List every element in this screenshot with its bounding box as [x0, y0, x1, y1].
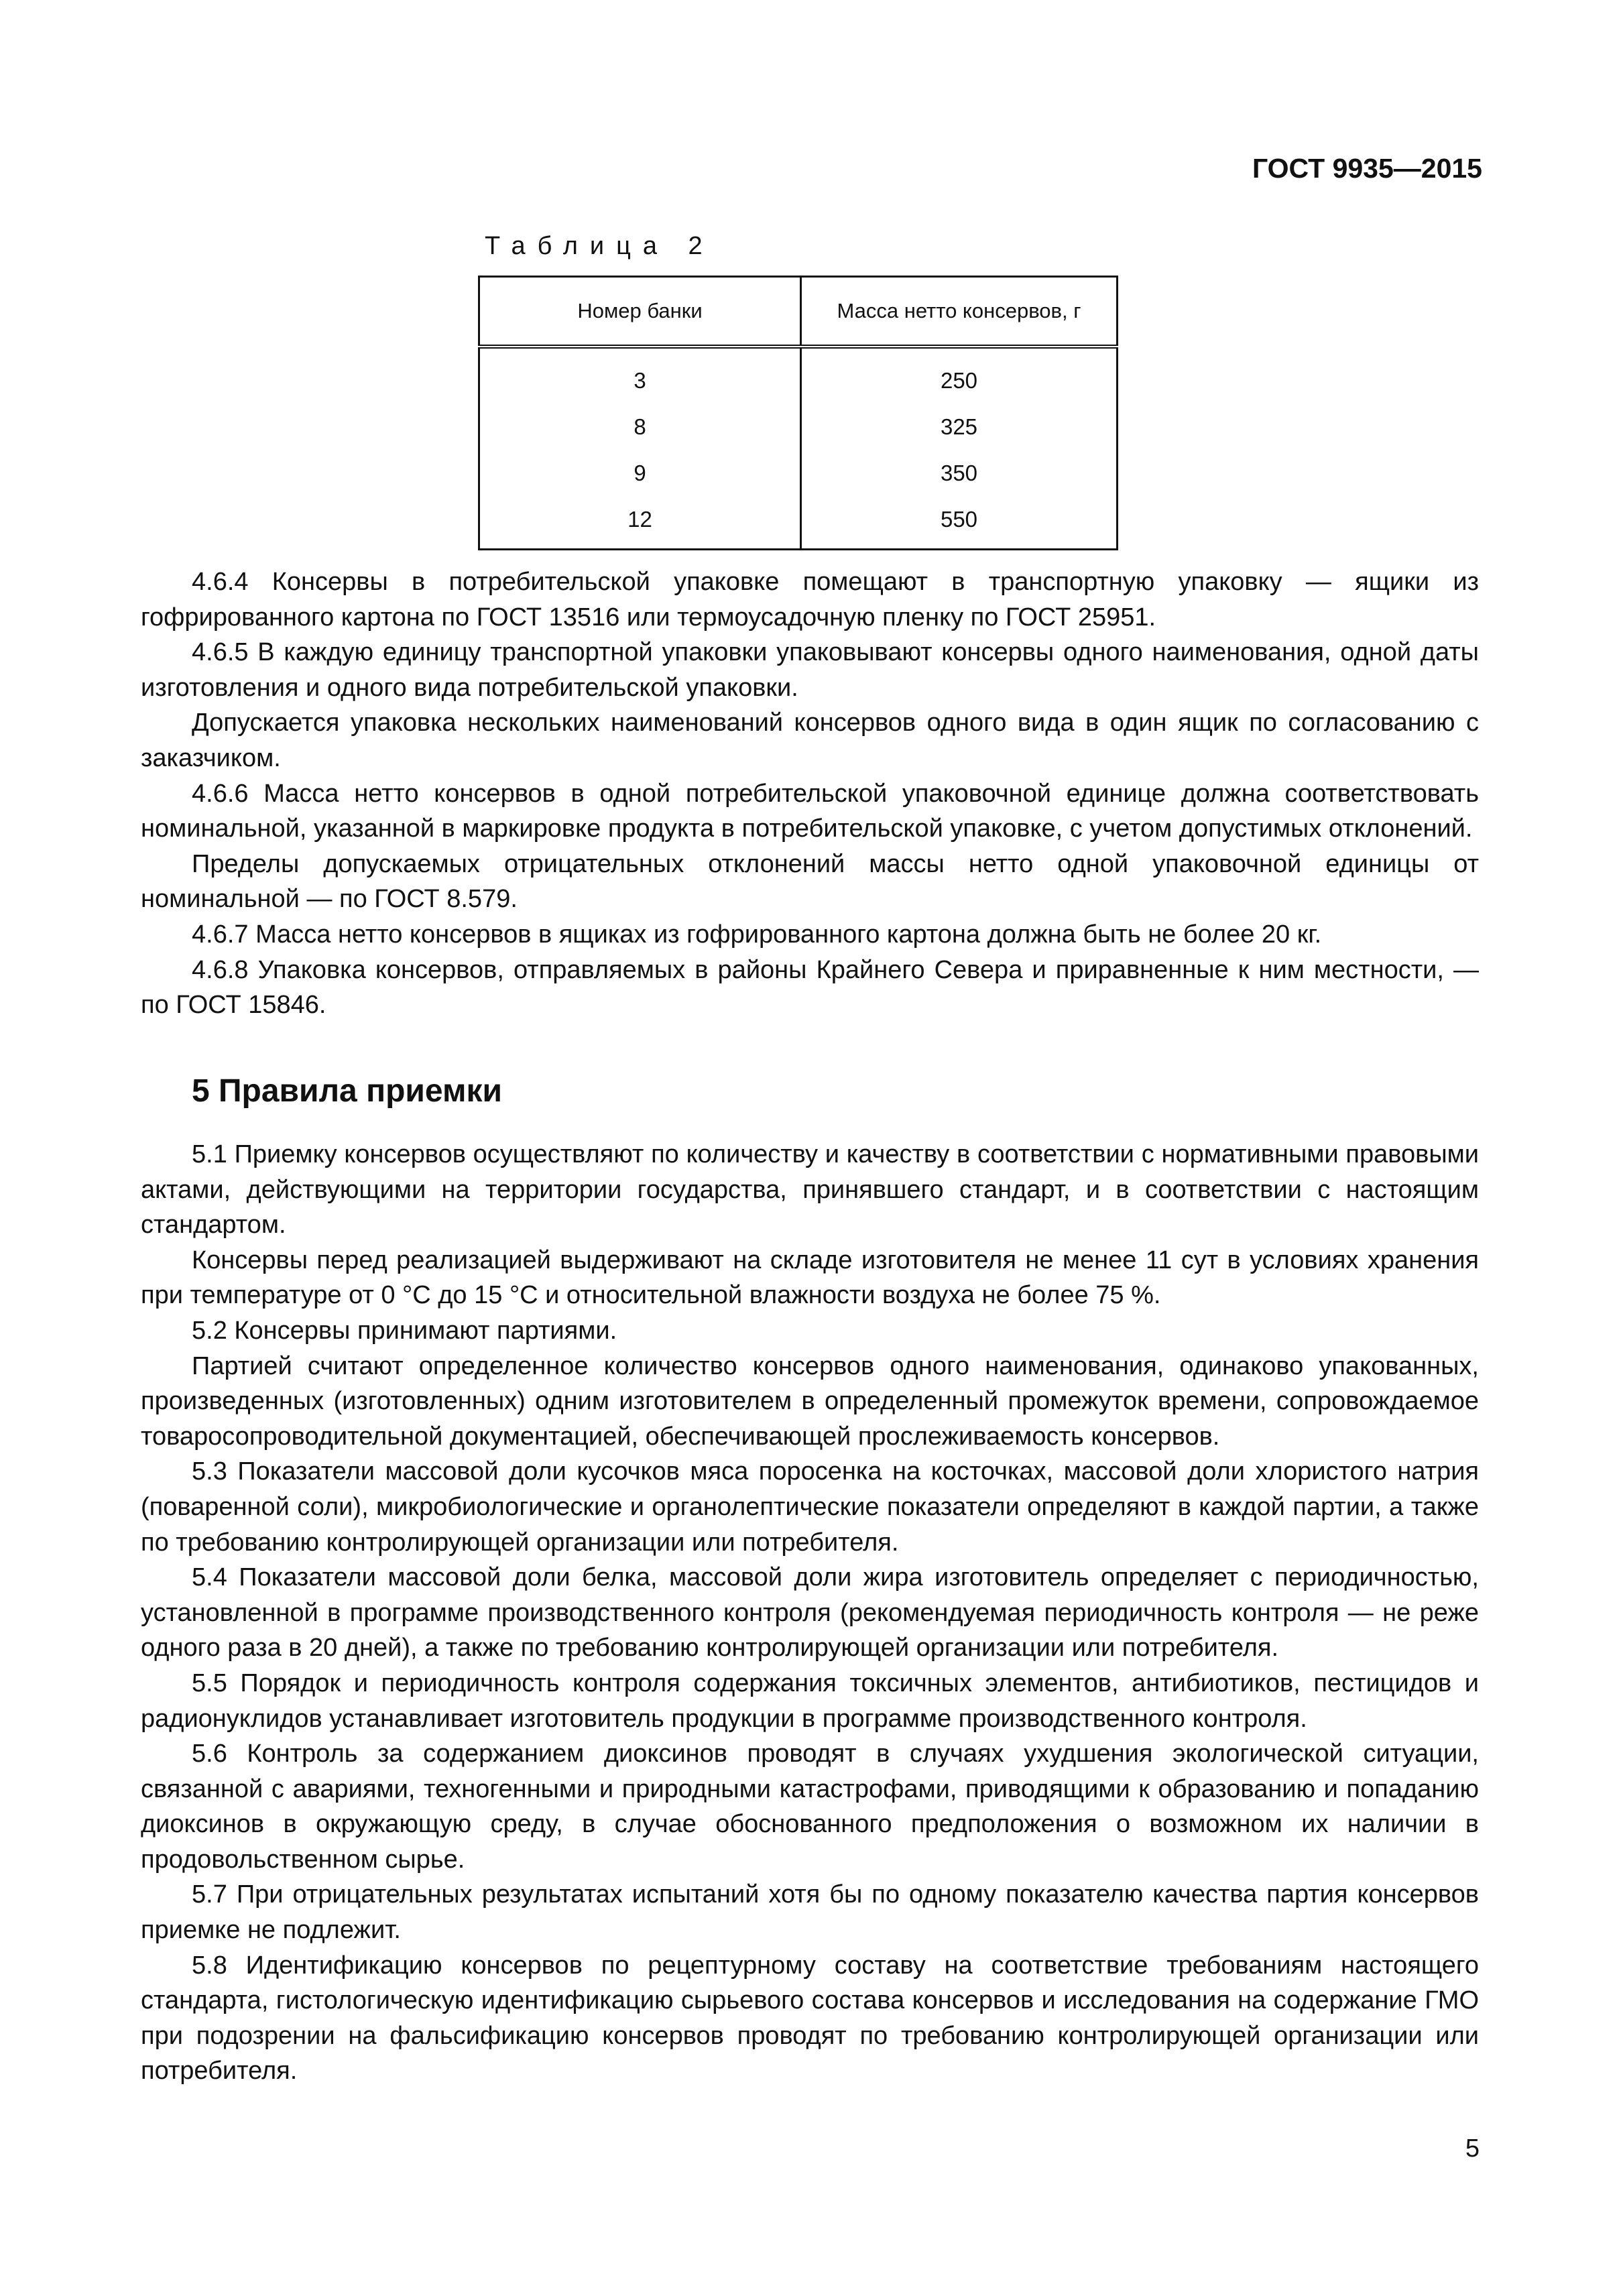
table-row: [479, 450, 1118, 496]
table-header-row: [479, 277, 1118, 347]
table-cell: 9: [479, 450, 801, 496]
paragraph: 5.1 Приемку консервов осуществляют по количеству и качеству в соответствии с нормативными правовыми актами, действующими на территории государства, принявшего стандарт, и в соответствии с настоящим стандартом.: [141, 1140, 1479, 1240]
table-row: [479, 347, 1118, 404]
paragraph: 5.3 Показатели массовой доли кусочков мяса поросенка на косточках, массовой доли хлористого натрия (поваренной соли), микробиологические и органолептические показатели определяют в каждой партии, а также по требованию контролирующей организации или потребителя.: [141, 1457, 1479, 1557]
paragraph: 5.7 При отрицательных результатах испытаний хотя бы по одному показателю качества партия консервов приемке не подлежит.: [141, 1880, 1479, 1945]
paragraph: 5.6 Контроль за содержанием диоксинов проводят в случаях ухудшения экологической ситуации, связанной с авариями, техногенными и природными катастрофами, приводящими к образованию и попаданию диоксинов в окружающую среду, в случае обоснованного предположения о возможном их наличии в продовольственном сырье.: [141, 1740, 1479, 1874]
table-cell: 12: [479, 496, 801, 550]
table-header-cell: Масса нетто консервов, г: [801, 277, 1118, 347]
paragraph: Пределы допускаемых отрицательных отклонений массы нетто одной упаковочной единицы от номинальной — по ГОСТ 8.579.: [141, 849, 1479, 914]
table-cell: 350: [801, 450, 1118, 496]
table-cell: 325: [801, 404, 1118, 450]
table-caption: Таблица 2: [485, 232, 715, 260]
section-heading: 5 Правила приемки: [192, 1073, 503, 1109]
paragraph: 4.6.7 Масса нетто консервов в ящиках из гофрированного картона должна быть не более 20 кг.: [192, 920, 1322, 949]
table-row: [479, 404, 1118, 450]
table-row: [479, 496, 1118, 550]
table-cell: 550: [801, 496, 1118, 550]
packaging-clauses: [141, 564, 1479, 1023]
paragraph: 5.4 Показатели массовой доли белка, массовой доли жира изготовитель определяет с периодичностью, установленной в программе производственного контроля (рекомендуемая периодичность контроля — не реже одного раза в 20 дней), а также по требованию контролирующей организации или потребителя.: [141, 1563, 1479, 1663]
paragraph: Допускается упаковка нескольких наименований консервов одного вида в один ящик по согласованию с заказчиком.: [141, 709, 1479, 772]
can-weight-table: [478, 276, 1118, 550]
paragraph: 4.6.4 Консервы в потребительской упаковке помещают в транспортную упаковку — ящики из гофрированного картона по ГОСТ 13516 или термоусадочную пленку по ГОСТ 25951.: [141, 568, 1479, 631]
paragraph: 4.6.8 Упаковка консервов, отправляемых в районы Крайнего Севера и приравненные к ним местности, — по ГОСТ 15846.: [141, 955, 1479, 1020]
table-cell: 8: [479, 404, 801, 450]
acceptance-rules-clauses: [141, 1137, 1479, 2089]
paragraph: 5.5 Порядок и периодичность контроля содержания токсичных элементов, антибиотиков, пестицидов и радионуклидов устанавливает изготовитель продукции в программе производственного контроля.: [141, 1669, 1479, 1733]
table-cell: 3: [479, 347, 801, 404]
paragraph: Консервы перед реализацией выдерживают на складе изготовителя не менее 11 сут в условиях хранения при температуре от 0 °С до 15 °С и относительной влажности воздуха не более 75 %.: [141, 1246, 1479, 1310]
table-cell: 250: [801, 347, 1118, 404]
page-number: 5: [1465, 2134, 1480, 2163]
paragraph: 5.2 Консервы принимают партиями.: [192, 1316, 617, 1345]
paragraph: 4.6.5 В каждую единицу транспортной упаковки упаковывают консервы одного наименования, одной даты изготовления и одного вида потребительской упаковки.: [141, 638, 1479, 702]
document-code-header: ГОСТ 9935—2015: [1252, 153, 1482, 184]
paragraph: 4.6.6 Масса нетто консервов в одной потребительской упаковочной единице должна соответствовать номинальной, указанной в маркировке продукта в потребительской упаковке, с учетом допустимых отклонений.: [141, 779, 1479, 843]
table-header-cell: Номер банки: [479, 277, 801, 347]
paragraph: 5.8 Идентификацию консервов по рецептурному составу на соответствие требованиям настоящего стандарта, гистологическую идентификацию сырьевого состава консервов и исследования на содержание ГМО при подозрении на фальсификацию консервов проводят по требованию контролирующей организации или потребителя.: [141, 1951, 1479, 2086]
paragraph: Партией считают определенное количество консервов одного наименования, одинаково упакованных, произведенных (изготовленных) одним изготовителем в определенный промежуток времени, сопровождаемое товаросопроводительной документацией, обеспечивающей прослеживаемость консервов.: [141, 1351, 1479, 1451]
